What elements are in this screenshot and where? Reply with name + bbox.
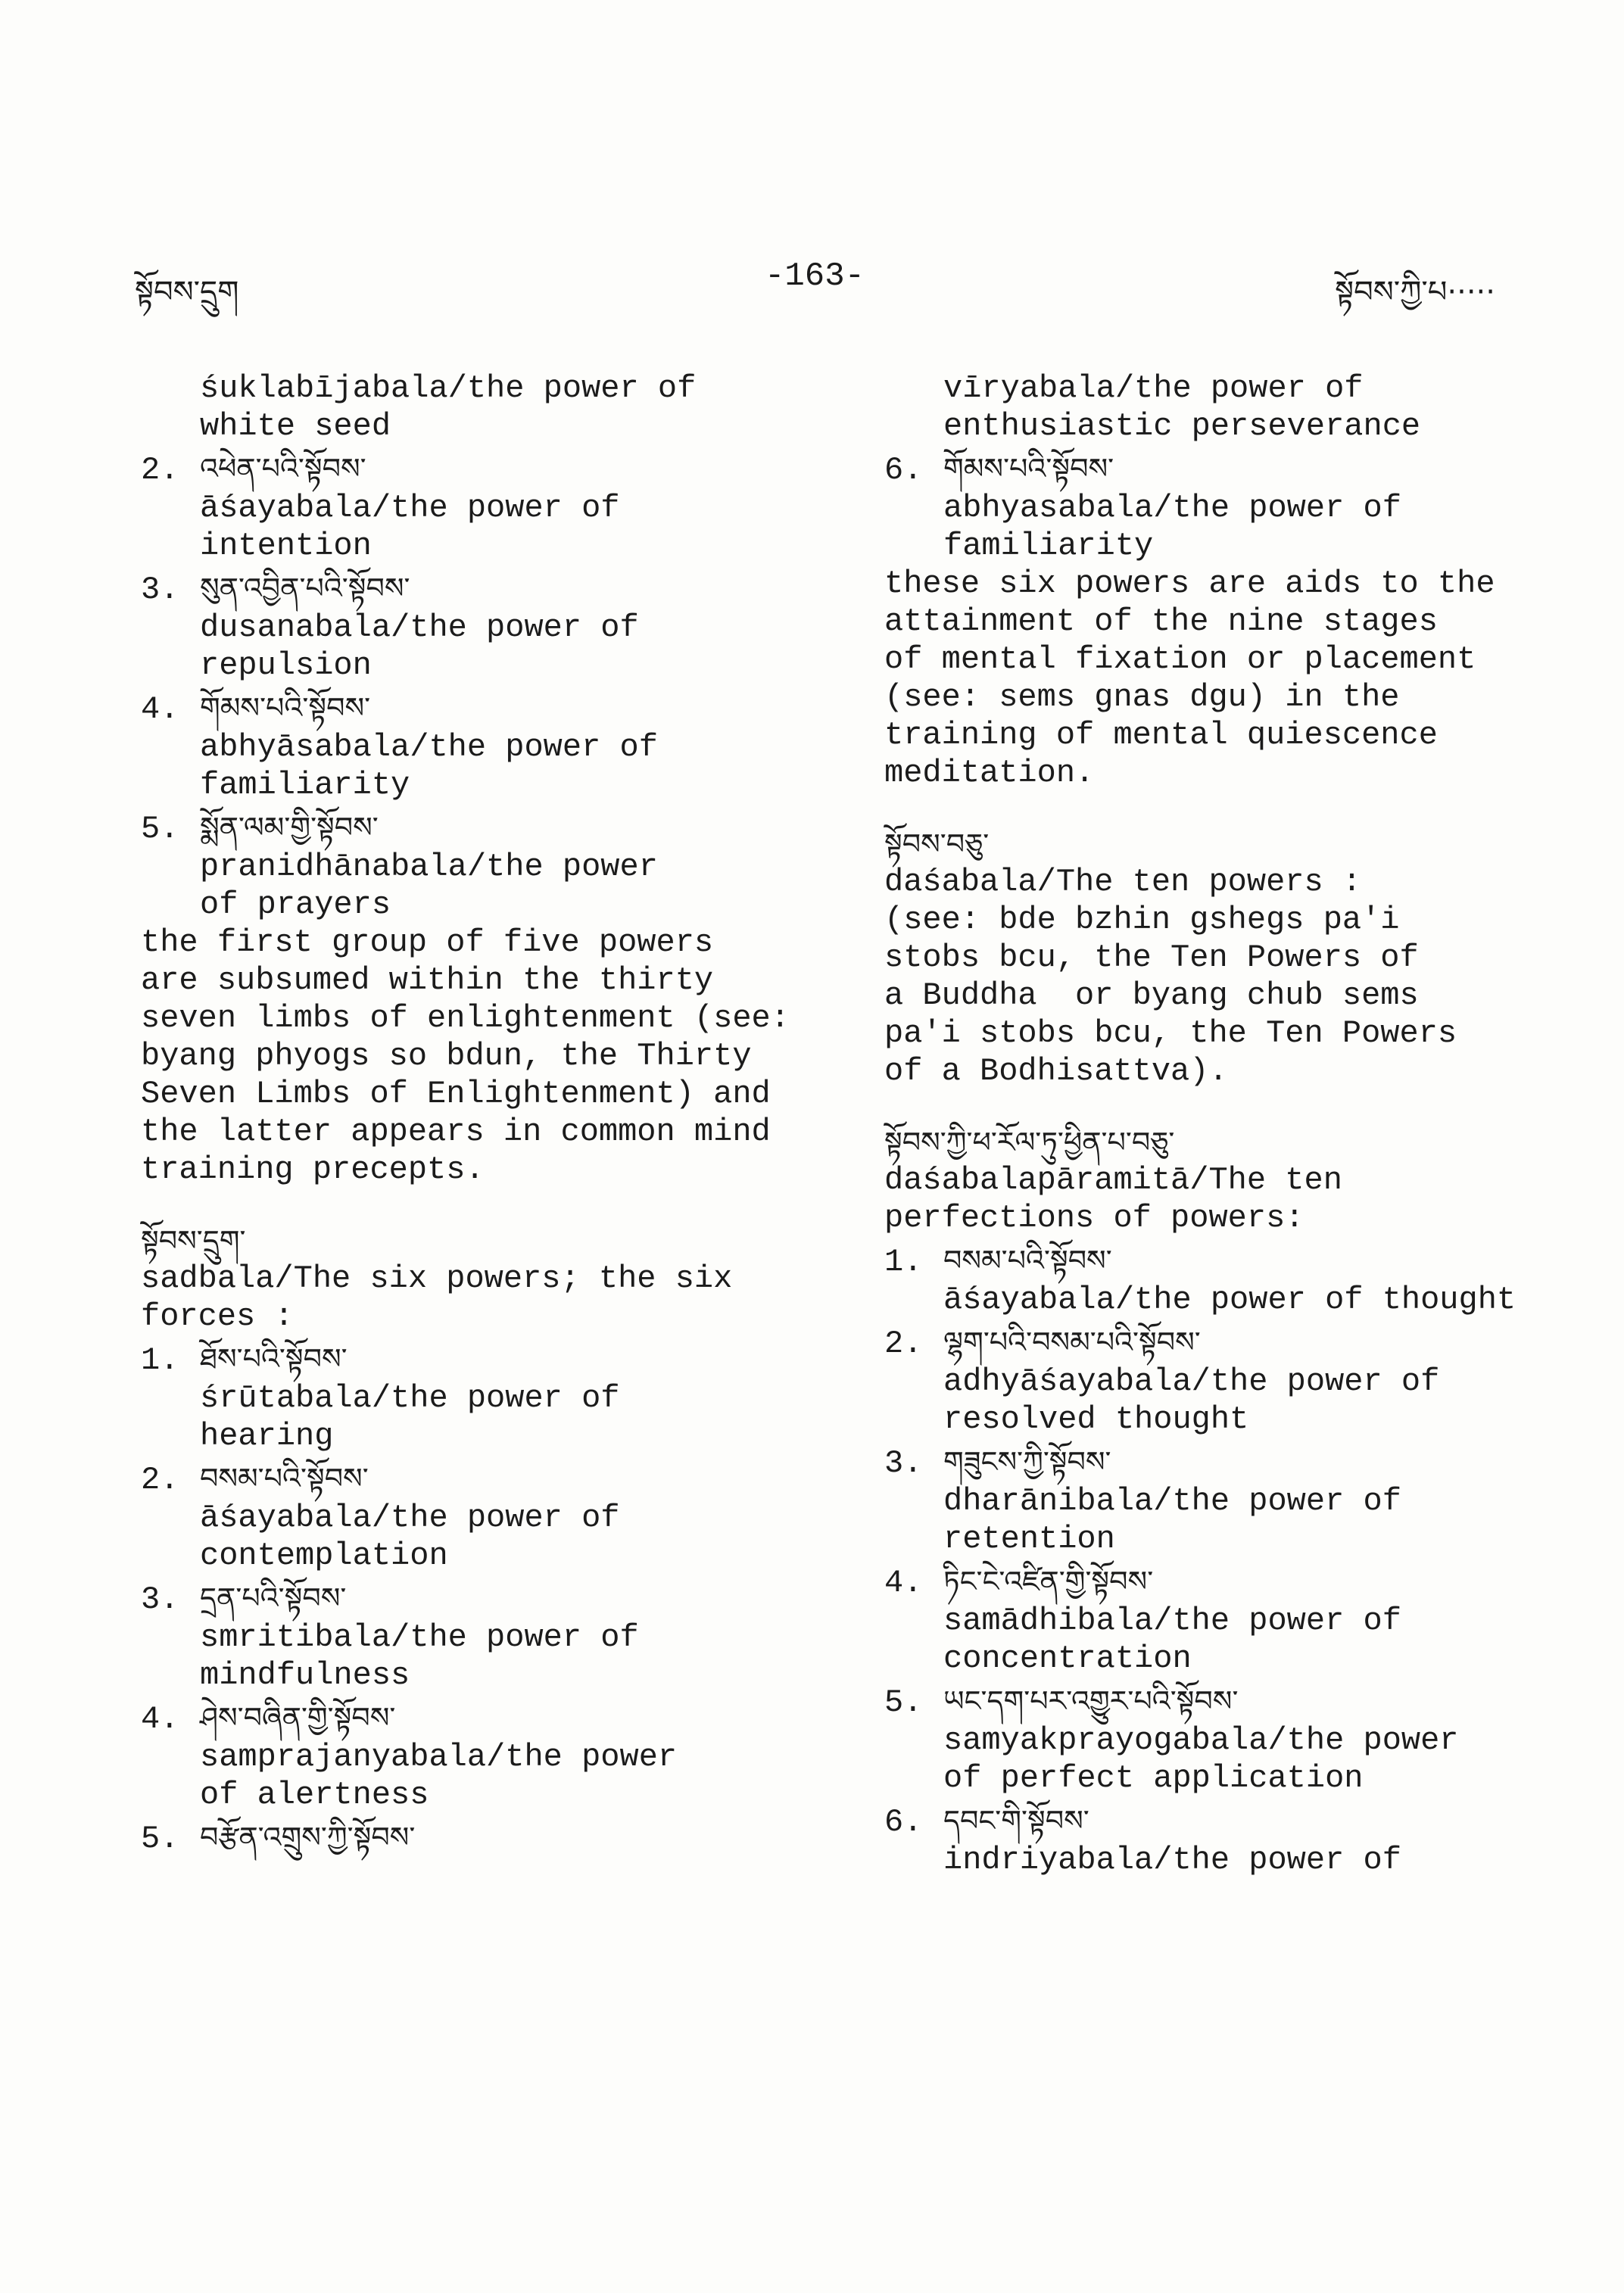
continued-entry xyxy=(141,369,807,445)
item-number: 2. xyxy=(141,452,179,488)
entry-line: repulsion xyxy=(200,647,372,684)
paragraph-line: training precepts. xyxy=(141,1151,485,1188)
item-number: 4. xyxy=(141,1701,179,1737)
entry-line: daśabala/The ten powers : xyxy=(884,864,1362,900)
entry-line: mindfulness xyxy=(200,1657,410,1693)
paragraph-line: seven limbs of enlightenment (see: xyxy=(141,1000,790,1036)
entry-line: adhyāśayabala/the power of xyxy=(943,1363,1440,1400)
tibetan-term: བརྩོན་འགྲུས་ཀྱི་སྟོབས་ xyxy=(200,1821,416,1854)
item-number: 2. xyxy=(884,1326,923,1362)
paragraph-line: attainment of the nine stages xyxy=(884,603,1438,640)
paragraph-line: the latter appears in common mind xyxy=(141,1114,771,1150)
explanatory-paragraph xyxy=(141,924,807,1189)
item-number: 1. xyxy=(141,1342,179,1379)
headword-tibetan: སྟོབས་ཀྱི་ཕ་རོལ་ཏུ་ཕྱིན་པ་བཅུ་ xyxy=(884,1126,1175,1159)
entry-line: abhyāsabala/the power of xyxy=(200,729,658,765)
list-item xyxy=(141,808,807,924)
entry-line: familiarity xyxy=(943,528,1154,564)
paragraph-line: are subsumed within the thirty xyxy=(141,962,714,999)
header-right-guide-word: སྟོབས་ཀྱི་པ····· xyxy=(1335,275,1495,310)
entry-line: āśayabala/the power of thought xyxy=(943,1282,1516,1318)
list-item xyxy=(141,1579,807,1694)
header-left-guide-word: སྟོབས་དྲུག xyxy=(135,275,239,310)
entry-line: familiarity xyxy=(200,767,410,803)
page-header xyxy=(0,257,1624,318)
tibetan-term: བསམ་པའི་སྟོབས་ xyxy=(943,1244,1112,1277)
entry-line: of prayers xyxy=(200,886,391,923)
entry-line: contemplation xyxy=(200,1537,448,1574)
tibetan-term: སྨོན་ལམ་གྱི་སྟོབས་ xyxy=(200,811,379,844)
headword-tibetan: སྟོབས་དྲུག་ xyxy=(141,1224,246,1257)
paragraph-line: the first group of five powers xyxy=(141,924,714,961)
tibetan-term: ཡང་དག་པར་འགྱུར་པའི་སྟོབས་ xyxy=(943,1684,1239,1718)
entry-line: concentration xyxy=(943,1640,1192,1677)
entry-line: enthusiastic perseverance xyxy=(943,408,1421,444)
tibetan-term: གོམས་པའི་སྟོབས་ xyxy=(943,452,1114,485)
list-item xyxy=(884,1242,1528,1319)
item-number: 3. xyxy=(884,1445,923,1481)
item-number: 5. xyxy=(141,811,179,847)
entry-line: of alertness xyxy=(200,1777,429,1813)
entry-line: stobs bcu, the Ten Powers of xyxy=(884,939,1419,976)
entry-line: intention xyxy=(200,528,372,564)
item-number: 3. xyxy=(141,1581,179,1618)
list-item xyxy=(141,1340,807,1455)
entry-line: vīryabala/the power of xyxy=(943,370,1364,407)
list-item xyxy=(141,1460,807,1575)
ten-powers-entry xyxy=(884,863,1528,1090)
entry-line: indriyabala/the power of xyxy=(943,1842,1401,1878)
entry-line: abhyasabala/the power of xyxy=(943,490,1401,526)
right-column xyxy=(884,369,1528,1879)
list-item xyxy=(141,689,807,804)
tibetan-term: ཤེས་བཞིན་གྱི་སྟོབས་ xyxy=(200,1701,396,1734)
list-item xyxy=(141,450,807,565)
entry-line: āśayabala/the power of xyxy=(200,490,620,526)
list-item xyxy=(884,1802,1528,1879)
entry-line: pranidhānabala/the power xyxy=(200,849,658,885)
headword-line: daśabalapāramitā/The ten xyxy=(884,1162,1342,1198)
list-item xyxy=(141,569,807,684)
tibetan-term: ལྷག་པའི་བསམ་པའི་སྟོབས་ xyxy=(943,1326,1201,1359)
entry-line: white seed xyxy=(200,408,391,444)
paragraph-line: meditation. xyxy=(884,755,1095,791)
paragraph-line: of mental fixation or placement xyxy=(884,641,1476,678)
tibetan-term: བསམ་པའི་སྟོབས་ xyxy=(200,1462,369,1495)
five-powers-list xyxy=(141,450,807,924)
entry-line: śuklabījabala/the power of xyxy=(200,370,697,407)
item-number: 4. xyxy=(141,691,179,727)
entry-line: dusanabala/the power of xyxy=(200,609,639,646)
paragraph-line: these six powers are aids to the xyxy=(884,565,1495,602)
left-column xyxy=(141,369,807,1858)
item-number: 6. xyxy=(884,452,923,488)
list-item xyxy=(884,1443,1528,1558)
continued-entry xyxy=(884,369,1528,445)
list-item xyxy=(884,1323,1528,1438)
tibetan-term: ཐོས་པའི་སྟོབས་ xyxy=(200,1342,348,1375)
entry-line: śrūtabala/the power of xyxy=(200,1380,620,1416)
headword-line: sadbala/The six powers; the six xyxy=(141,1260,733,1297)
item-number: 3. xyxy=(141,572,179,608)
tibetan-term: སུན་འབྱིན་པའི་སྟོབས་ xyxy=(200,572,410,605)
tibetan-term: དབང་གི་སྟོབས་ xyxy=(943,1804,1089,1837)
list-item xyxy=(141,1818,807,1858)
perfections-list xyxy=(884,1242,1528,1879)
tibetan-term: འཕེན་པའི་སྟོབས་ xyxy=(200,452,366,485)
headword-line: perfections of powers: xyxy=(884,1200,1304,1236)
tibetan-term: ཏིང་ངེ་འཛིན་གྱི་སྟོབས་ xyxy=(943,1565,1154,1598)
tibetan-term: དྲན་པའི་སྟོབས་ xyxy=(200,1581,347,1615)
paragraph-line: (see: sems gnas dgu) in the xyxy=(884,679,1400,715)
entry-line: pa'i stobs bcu, the Ten Powers xyxy=(884,1015,1457,1051)
entry-line: retention xyxy=(943,1521,1115,1557)
entry-line: dharānibala/the power of xyxy=(943,1483,1401,1519)
item-number: 2. xyxy=(141,1462,179,1498)
list-item xyxy=(141,1699,807,1814)
list-item xyxy=(884,450,1528,565)
entry-line: a Buddha or byang chub sems xyxy=(884,977,1419,1014)
item-number: 5. xyxy=(884,1684,923,1721)
tibetan-term: གཟུངས་ཀྱི་སྟོབས་ xyxy=(943,1445,1111,1478)
headword-tibetan: སྟོབས་བཅུ་ xyxy=(884,827,990,861)
entry-line: smritibala/the power of xyxy=(200,1619,639,1656)
page-number: -163- xyxy=(765,257,865,295)
list-item xyxy=(884,1682,1528,1797)
entry-line: (see: bde bzhin gshegs pa'i xyxy=(884,902,1400,938)
item-number: 1. xyxy=(884,1244,923,1280)
item-number: 6. xyxy=(884,1804,923,1840)
paragraph-line: byang phyogs so bdun, the Thirty xyxy=(141,1038,752,1074)
paragraph-line: training of mental quiescence xyxy=(884,717,1438,753)
entry-line: samyakprayogabala/the power xyxy=(943,1722,1459,1759)
entry-line: āśayabala/the power of xyxy=(200,1500,620,1536)
entry-line: of perfect application xyxy=(943,1760,1364,1796)
entry-line: of a Bodhisattva). xyxy=(884,1053,1228,1089)
six-powers-list xyxy=(141,1340,807,1858)
tibetan-term: གོམས་པའི་སྟོབས་ xyxy=(200,691,371,724)
list-item xyxy=(884,1562,1528,1678)
entry-line: hearing xyxy=(200,1418,334,1454)
explanatory-paragraph xyxy=(884,565,1528,792)
entry-line: samādhibala/the power of xyxy=(943,1603,1401,1639)
paragraph-line: Seven Limbs of Enlightenment) and xyxy=(141,1076,771,1112)
item-number: 5. xyxy=(141,1821,179,1857)
entry-line: samprajanyabala/the power xyxy=(200,1739,678,1775)
entry-line: resolved thought xyxy=(943,1401,1249,1438)
headword-line: forces : xyxy=(141,1298,294,1335)
item-number: 4. xyxy=(884,1565,923,1601)
